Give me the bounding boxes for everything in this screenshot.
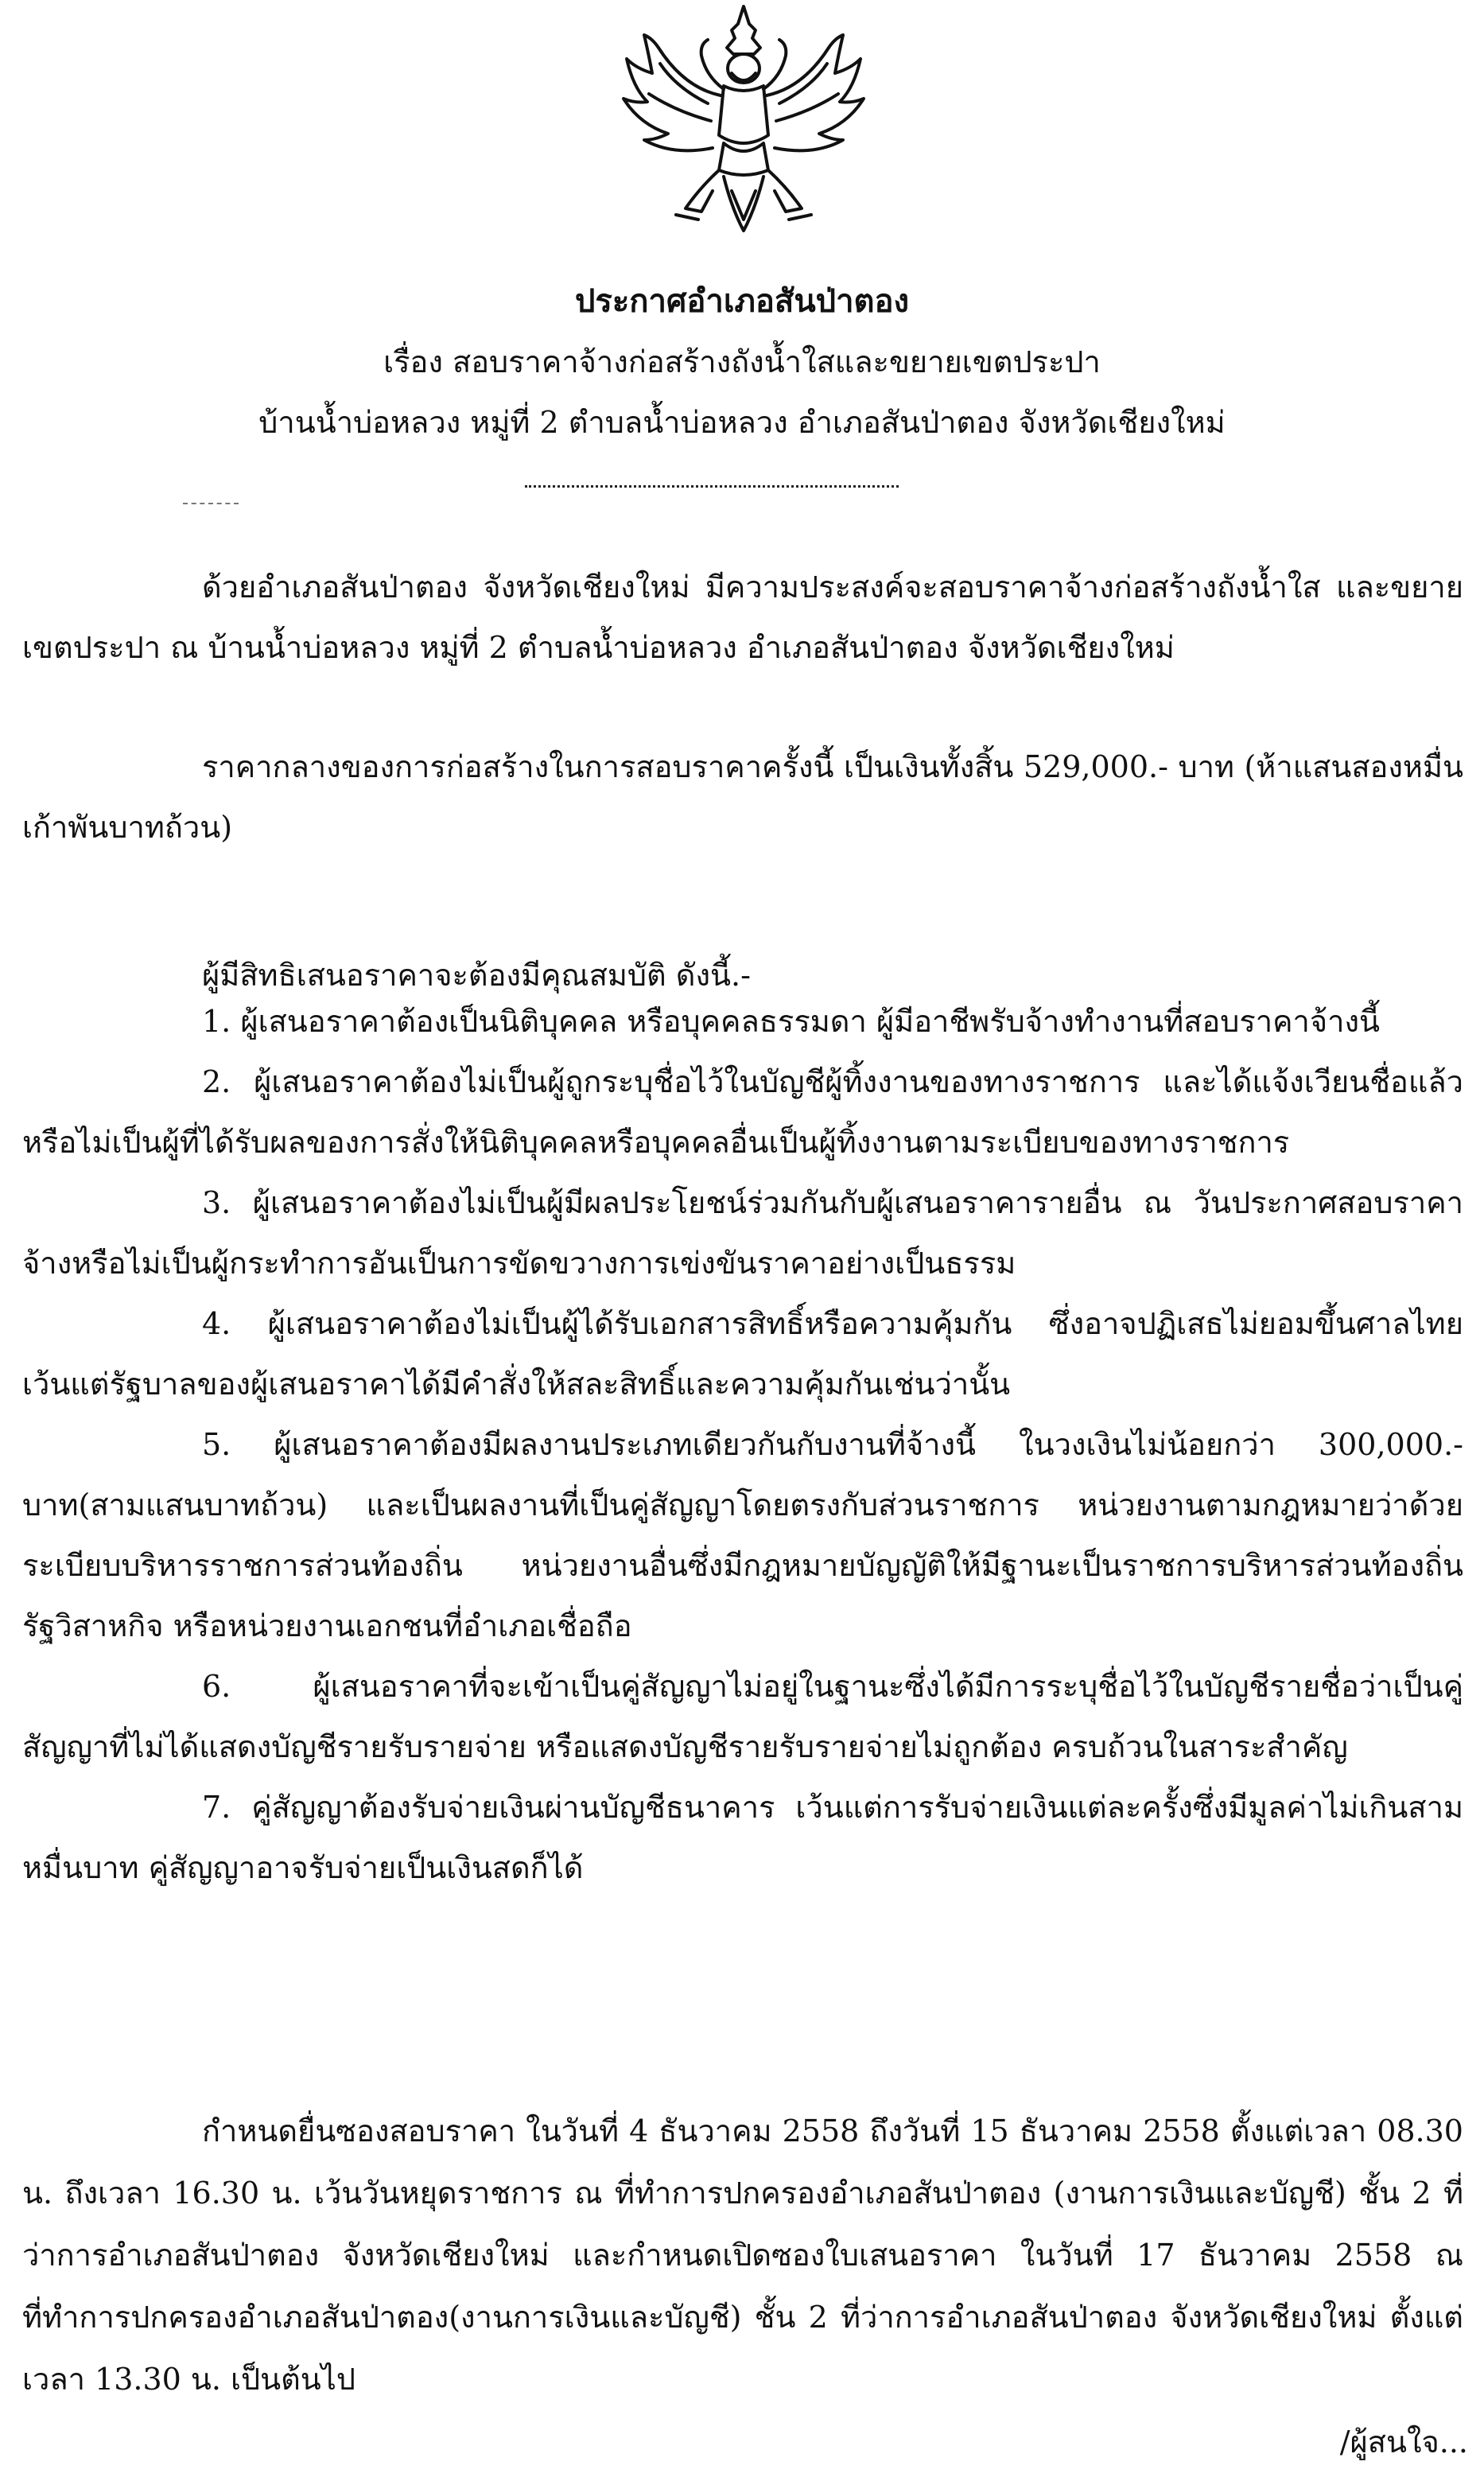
title-separator xyxy=(525,485,899,488)
qualification-item: 2. ผู้เสนอราคาต้องไม่เป็นผู้ถูกระบุชื่อไว้ในบัญชีผู้ทิ้งงานของทางราชการ และได้แจ้งเวียนชื่อแล้วหรือไม่เป็นผู้ที่ได้รับผลของการสั่งให้นิติบุคคลหรือบุคคลอื่นเป็นผู้ทิ้งงานตามระเบียบของทางราชการ xyxy=(22,1064,1463,1160)
qualification-item: 6. ผู้เสนอราคาที่จะเข้าเป็นคู่สัญญาไม่อยู่ในฐานะซึ่งได้มีการระบุชื่อไว้ในบัญชีรายชื่อว่าเป็นคู่สัญญาที่ไม่ได้แสดงบัญชีรายรับรายจ่าย หรือแสดงบัญชีรายรับรายจ่ายไม่ถูกต้อง ครบถ้วนในสาระสำคัญ xyxy=(22,1669,1463,1764)
qualification-item: 4. ผู้เสนอราคาต้องไม่เป็นผู้ได้รับเอกสารสิทธิ์หรือความคุ้มกัน ซึ่งอาจปฏิเสธไม่ยอมขึ้นศาลไทย เว้นแต่รัฐบาลของผู้เสนอราคาได้มีคำสั่งให้สละสิทธิ์และความคุ้มกันเช่นว่านั้น xyxy=(22,1306,1463,1402)
qualification-item: 5. ผู้เสนอราคาต้องมีผลงานประเภทเดียวกันกับงานที่จ้างนี้ ในวงเงินไม่น้อยกว่า 300,000.- บาท(สามแสนบาทถ้วน) และเป็นผลงานที่เป็นคู่สัญญาโดยตรงกับส่วนราชการ หน่วยงานตามกฎหมายว่าด้วยระเบียบบริหารราชการส่วนท้องถิ่น หน่วยงานอื่นซึ่งมีกฎหมายบัญญัติให้มีฐานะเป็นราชการบริหารส่วนท้องถิ่น รัฐวิสาหกิจ หรือหน่วยงานเอกชนที่อำเภอเชื่อถือ xyxy=(22,1427,1463,1643)
median-price-paragraph: ราคากลางของการก่อสร้างในการสอบราคาครั้งนี้ เป็นเงินทั้งสิ้น 529,000.- บาท (ห้าแสนสองหมื่นเก้าพันบาทถ้วน) xyxy=(22,749,1463,845)
continued-marker: /ผู้สนใจ... xyxy=(1339,2425,1468,2460)
announcement-title: ประกาศอำเภอสันป่าตอง xyxy=(574,282,910,320)
qualification-item: 7. คู่สัญญาต้องรับจ่ายเงินผ่านบัญชีธนาคาร เว้นแต่การรับจ่ายเงินแต่ละครั้งซึ่งมีมูลค่าไม่เกินสามหมื่นบาท คู่สัญญาอาจรับจ่ายเป็นเงินสดก็ได้ xyxy=(22,1790,1463,1885)
qualifications-list xyxy=(22,991,1463,1898)
qualification-item: 1. ผู้เสนอราคาต้องเป็นนิติบุคคล หรือบุคคลธรรมดา ผู้มีอาชีพรับจ้างทำงานที่สอบราคาจ้างนี้ xyxy=(202,1004,1380,1039)
announcement-subject: เรื่อง สอบราคาจ้างก่อสร้างถังน้ำใสและขยายเขตประปา xyxy=(383,344,1101,379)
margin-mark xyxy=(183,503,239,504)
qualification-item: 3. ผู้เสนอราคาต้องไม่เป็นผู้มีผลประโยชน์ร่วมกันกับผู้เสนอราคารายอื่น ณ วันประกาศสอบราคาจ้างหรือไม่เป็นผู้กระทำการอันเป็นการขัดขวางการเข่งขันราคาอย่างเป็นธรรม xyxy=(22,1185,1463,1281)
garuda-emblem-icon xyxy=(612,0,875,239)
announcement-location: บ้านน้ำบ่อหลวง หมู่ที่ 2 ตำบลน้ำบ่อหลวง อำเภอสันป่าตอง จังหวัดเชียงใหม่ xyxy=(258,405,1226,440)
schedule-paragraph: กำหนดยื่นซองสอบราคา ในวันที่ 4 ธันวาคม 2558 ถึงวันที่ 15 ธันวาคม 2558 ตั้งแต่เวลา 08.30 น. ถึงเวลา 16.30 น. เว้นวันหยุดราชการ ณ ที่ทำการปกครองอำเภอสันป่าตอง (งานการเงินและบัญชี) ชั้น 2 ที่ว่าการอำเภอสันป่าตอง จังหวัดเชียงใหม่ และกำหนดเปิดซองใบเสนอราคา ในวันที่ 17 ธันวาคม 2558 ณ ที่ทำการปกครองอำเภอสันป่าตอง(งานการเงินและบัญชี) ชั้น 2 ที่ว่าการอำเภอสันป่าตอง จังหวัดเชียงใหม่ ตั้งแต่เวลา 13.30 น. เป็นต้นไป xyxy=(22,2114,1463,2397)
qualifications-heading: ผู้มีสิทธิเสนอราคาจะต้องมีคุณสมบัติ ดังนี้.- xyxy=(202,958,751,993)
intro-paragraph: ด้วยอำเภอสันป่าตอง จังหวัดเชียงใหม่ มีความประสงค์จะสอบราคาจ้างก่อสร้างถังน้ำใส และขยายเขตประปา ณ บ้านน้ำบ่อหลวง หมู่ที่ 2 ตำบลน้ำบ่อหลวง อำเภอสันป่าตอง จังหวัดเชียงใหม่ xyxy=(22,570,1463,665)
